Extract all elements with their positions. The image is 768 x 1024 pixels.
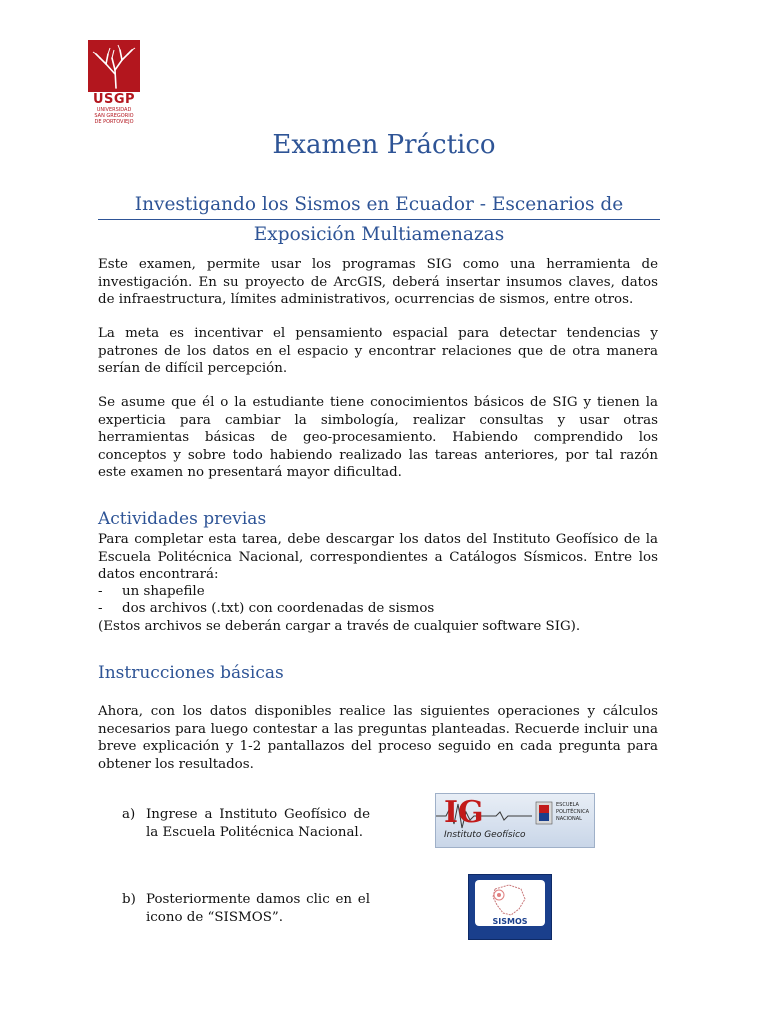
intro-paragraph-2: La meta es incentivar el pensamiento espacial para detectar tendencias y patrones de los datos en el espacio y encontrar relaciones que de otra manera serían de difícil percepción. xyxy=(98,326,658,377)
actividades-paragraph: Para completar esta tarea, debe descargar los datos del Instituto Geofísico de la Escuela Politécnica Nacional, correspondientes a Catálogos Sísmicos. Entre los datos encontrará: xyxy=(98,532,658,583)
document-subtitle xyxy=(98,190,660,250)
document-title: Examen Práctico xyxy=(272,130,496,160)
bullet-item-1: - un shapefile xyxy=(98,584,205,599)
ig-side-line-1: ESCUELA xyxy=(556,802,579,808)
instituto-geofisico-logo-image xyxy=(435,793,595,848)
step-a-text: Ingrese a Instituto Geofísico de la Escuela Politécnica Nacional. xyxy=(146,807,370,840)
ig-label: Instituto Geofísico xyxy=(444,830,526,840)
ig-side-line-2: POLITÉCNICA xyxy=(556,809,590,815)
sismos-label: SISMOS xyxy=(492,917,528,926)
step-a-letter: a) xyxy=(122,807,136,822)
subtitle-divider xyxy=(98,219,660,220)
step-b-letter: b) xyxy=(122,892,136,907)
step-b-text: Posteriormente damos clic en el icono de “SISMOS”. xyxy=(146,892,370,925)
subtitle-line-2: Exposición Multiamenazas xyxy=(253,224,505,245)
ig-side-line-3: NACIONAL xyxy=(556,816,582,822)
instrucciones-heading: Instrucciones básicas xyxy=(98,663,284,683)
intro-paragraph-1: Este examen, permite usar los programas SIG como una herramienta de investigación. En su proyecto de ArcGIS, deberá insertar insumos claves, datos de infraestructura, límites administrativos, ocurrencias de sismos, entre otros. xyxy=(98,257,658,308)
intro-paragraph-3: Se asume que él o la estudiante tiene conocimientos básicos de SIG y tienen la experticia para cambiar la simbología, realizar consultas y usar otras herramientas básicas de geo-procesamiento. Habiendo comprendido los conceptos y sobre todo habiendo realizado las tareas anteriores, por tal razón este examen no presentará mayor dificultad. xyxy=(98,395,658,481)
ig-abbr: IG xyxy=(444,795,484,830)
actividades-note: (Estos archivos se deberán cargar a través de cualquier software SIG). xyxy=(98,619,581,634)
actividades-heading: Actividades previas xyxy=(98,509,267,529)
logo-abbreviation: USGP xyxy=(92,92,136,107)
bullet-item-2: - dos archivos (.txt) con coordenadas de sismos xyxy=(98,601,435,616)
logo-name-line-3: DE PORTOVIEJO xyxy=(94,119,134,125)
logo-name-line-2: SAN GREGORIO xyxy=(94,113,134,119)
sismos-icon[interactable] xyxy=(468,874,552,940)
university-logo xyxy=(86,40,142,125)
subtitle-line-1: Investigando los Sismos en Ecuador - Escenarios de xyxy=(134,194,624,215)
logo-name-line-1: UNIVERSIDAD xyxy=(96,107,132,113)
instrucciones-paragraph: Ahora, con los datos disponibles realice las siguientes operaciones y cálculos necesarios para luego contestar a las preguntas planteadas. Recuerde incluir una breve explicación y 1-2 pantallazos del proceso seguido en cada pregunta para obtener los resultados. xyxy=(98,704,658,772)
tree-emblem-icon xyxy=(88,40,140,92)
